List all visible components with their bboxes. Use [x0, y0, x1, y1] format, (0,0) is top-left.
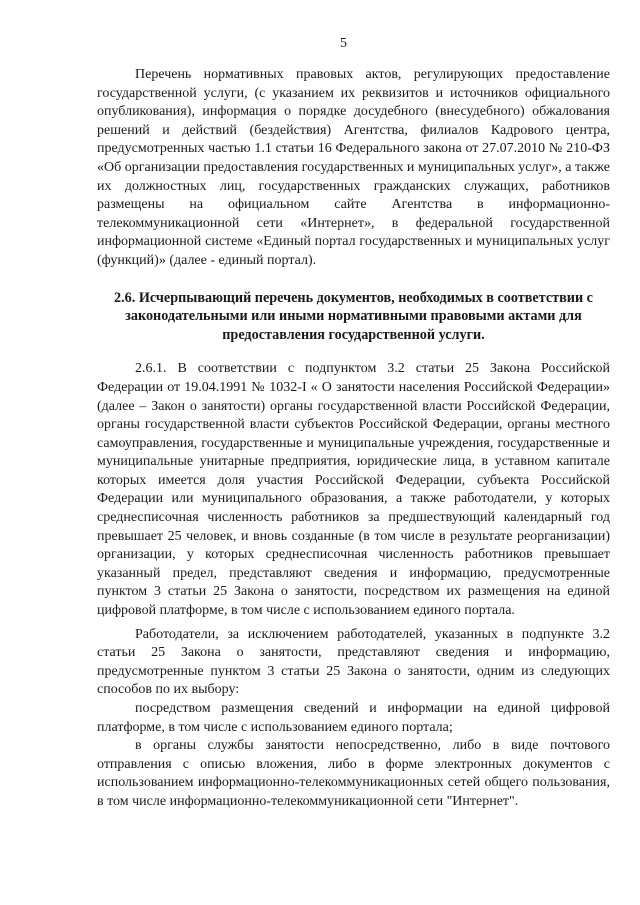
paragraph-2-6-1: 2.6.1. В соответствии с подпунктом 3.2 статьи 25 Закона Российской Федерации от 19.04.1991 № 1032-I « О занятости населения Российской Федерации» (далее – Закон о занятости) органы государственной власти Российской Федерации, органы государственной власти субъектов Российской Федерации, органы местного самоуправления, государственные и муниципальные учреждения, государственные и муниципальные унитарные предприятия, юридические лица, в уставном капитале которых имеется доля участия Российской Федерации, субъекта Российской Федерации или муниципального образования, а также работодатели, у которых среднесписочная численность работников за предшествующий календарный год превышает 25 человек, и вновь созданные (в том числе в результате реорганизации) организации, у которых среднесписочная численность работников превышает указанный предел, представляют сведения и информацию, предусмотренные пунктом 3 статьи 25 Закона о занятости, посредством их размещения на единой цифровой платформе, в том числе с использованием единого портала. — [97, 361, 610, 619]
paragraph-method-platform: посредством размещения сведений и информации на единой цифровой платформе, в том числе с использованием единого портала; — [97, 701, 610, 735]
paragraph-employers: Работодатели, за исключением работодателей, указанных в подпункте 3.2 статьи 25 Закона о занятости, представляют сведения и информацию, предусмотренные пунктом 3 статьи 25 Закона о занятости, одним из следующих способов по их выбору: — [97, 626, 610, 698]
page-number: 5 — [340, 36, 347, 51]
section-heading-2-6: 2.6. Исчерпывающий перечень документов, необходимых в соответствии с законодательными или иными нормативными правовыми актами для предоставления государственной услуги. — [114, 289, 593, 343]
paragraph-method-direct: в органы службы занятости непосредственно, либо в виде почтового отправления с описью вложения, либо в форме электронных документов с использованием информационно-телекоммуникационных сетей общего пользования, в том числе информационно-телекоммуникационной сети "Интернет". — [97, 738, 610, 809]
paragraph-normative-acts: Перечень нормативных правовых актов, регулирующих предоставление государственной услуги, (с указанием их реквизитов и источников официального опубликования), информация о порядке досудебного (внесудебного) обжалования решений и действий (бездействия) Агентства, филиалов Кадрового центра, предусмотренных частью 1.1 статьи 16 Федерального закона от 27.07.2010 № 210-ФЗ «Об организации предоставления государственных и муниципальных услуг», а также их должностных лиц, государственных гражданских служащих, работников размещены на официальном сайте Агентства в информационно-телекоммуникационной сети «Интернет», в федеральной государственной информационной системе «Единый портал государственных и муниципальных услуг (функций)» (далее - единый портал). — [97, 67, 610, 268]
